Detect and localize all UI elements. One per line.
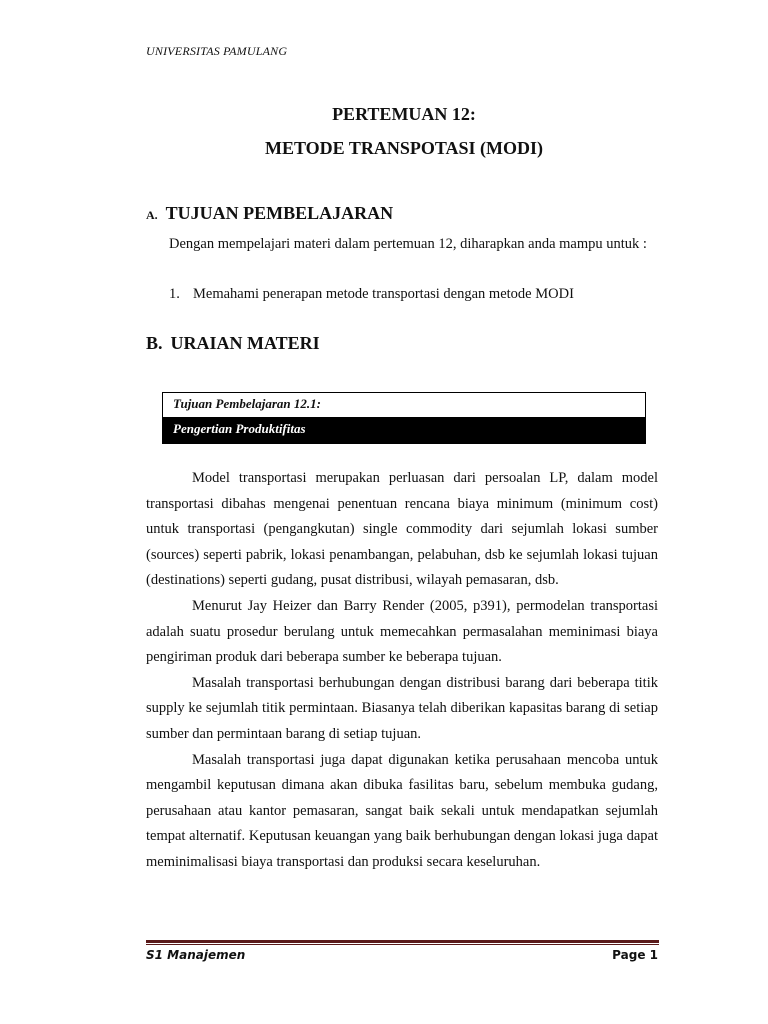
- page-number: Page 1: [612, 948, 658, 962]
- paragraph: Masalah transportasi berhubungan dengan distribusi barang dari beberapa titik supply ke sejumlah titik permintaan. Biasanya telah diberikan kapasitas barang di setiap sumber dan permintaan barang di setiap tujuan.: [146, 674, 658, 742]
- objective-topic: Pengertian Produktifitas: [163, 417, 645, 444]
- objective-label: Tujuan Pembelajaran 12.1:: [173, 396, 321, 411]
- list-number: 1.: [169, 286, 180, 302]
- page-subtitle: METODE TRANSPOTASI (MODI): [264, 138, 544, 158]
- section-title: TUJUAN PEMBELAJARAN: [165, 203, 394, 223]
- section-letter: B.: [146, 333, 163, 353]
- section-a-intro: Dengan mempelajari materi dalam pertemuan 12, diharapkan anda mampu untuk :: [169, 236, 647, 252]
- section-b-heading: [146, 333, 320, 354]
- objectives-list: [169, 282, 658, 307]
- running-header: UNIVERSITAS PAMULANG: [146, 44, 288, 58]
- section-letter: A.: [146, 208, 158, 222]
- list-text: Memahami penerapan metode transportasi dengan metode MODI: [193, 286, 574, 302]
- body-text: [146, 466, 658, 876]
- paragraph: Menurut Jay Heizer dan Barry Render (2005, p391), permodelan transportasi adalah suatu prosedur berulang untuk memecahkan permasalahan meminimasi biaya pengiriman produk dari beberapa sumber ke beberapa tujuan.: [146, 597, 658, 666]
- footer-rule-thick: [146, 940, 659, 943]
- section-a-heading: [146, 203, 393, 224]
- page-title: PERTEMUAN 12:: [332, 104, 476, 124]
- footer-rule-thin: [146, 944, 659, 945]
- footer-program: S1 Manajemen: [146, 948, 246, 962]
- list-item: [169, 282, 658, 307]
- learning-objective-box: [162, 392, 646, 444]
- paragraph: Model transportasi merupakan perluasan dari persoalan LP, dalam model transportasi dibahas mengenai penentuan rencana biaya minimum (minimum cost) untuk transportasi (pengangkutan) single commodity dari sejumlah lokasi sumber (sources) seperti pabrik, lokasi penambangan, pelabuhan, dsb ke sejumlah lokasi tujuan (destinations) seperti gudang, pusat distribusi, wilayah pemasaran, dsb.: [146, 470, 658, 589]
- paragraph: Masalah transportasi juga dapat digunakan ketika perusahaan mencoba untuk mengambil keputusan dimana akan dibuka fasilitas baru, sebelum membuka gudang, perusahaan atau kantor pemasaran, sangat baik sekali untuk mendapatkan sejumlah tempat alternatif. Keputusan keuangan yang baik berhubungan dengan lokasi juga dapat meminimalisasi biaya transportasi dan produksi secara keseluruhan.: [146, 751, 658, 870]
- section-title: URAIAN MATERI: [170, 333, 320, 353]
